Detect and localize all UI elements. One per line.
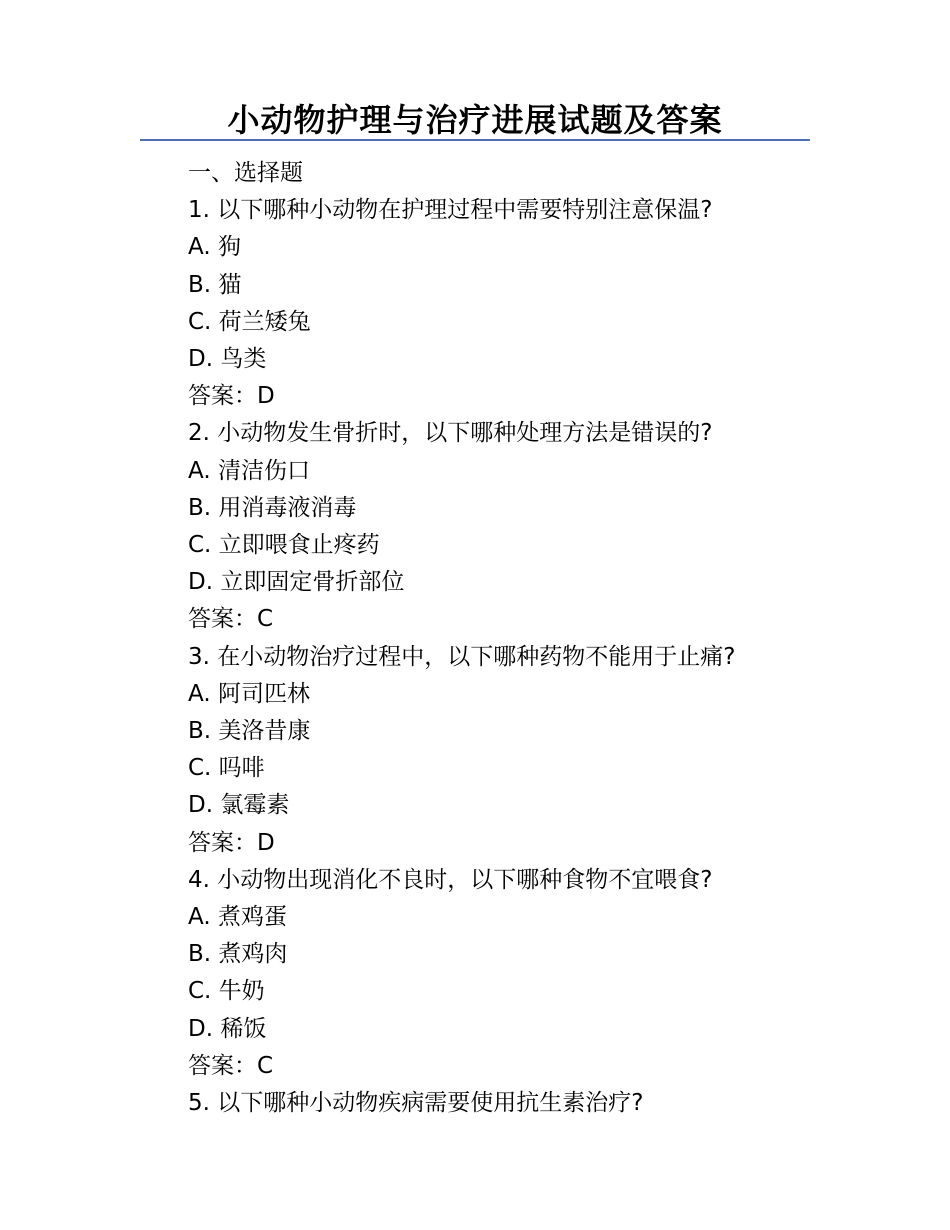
question-2: 2. 小动物发生骨折时，以下哪种处理方法是错误的? — [188, 420, 713, 447]
section-heading: 一、选择题 — [188, 160, 303, 186]
page-title: 小动物护理与治疗进展试题及答案 — [227, 101, 723, 139]
option-1b: B. 猫 — [188, 271, 242, 298]
question-1: 1. 以下哪种小动物在护理过程中需要特别注意保温? — [188, 197, 713, 224]
question-4: 4. 小动物出现消化不良时，以下哪种食物不宜喂食? — [188, 866, 713, 893]
option-4a: A. 煮鸡蛋 — [188, 904, 287, 931]
option-1d: D. 鸟类 — [188, 346, 267, 373]
option-4b: B. 煮鸡肉 — [188, 941, 288, 968]
option-2c: C. 立即喂食止疼药 — [188, 532, 380, 559]
answer-4: 答案：C — [188, 1052, 274, 1079]
option-1c: C. 荷兰矮兔 — [188, 308, 311, 335]
option-1a: A. 狗 — [188, 234, 241, 261]
option-3b: B. 美洛昔康 — [188, 718, 311, 745]
title-underline — [140, 139, 810, 141]
option-2d: D. 立即固定骨折部位 — [188, 569, 405, 596]
option-2a: A. 清洁伤口 — [188, 457, 310, 484]
option-2b: B. 用消毒液消毒 — [188, 494, 357, 521]
answer-2: 答案：C — [188, 606, 274, 633]
option-3a: A. 阿司匹林 — [188, 680, 310, 707]
option-3d: D. 氯霉素 — [188, 792, 290, 819]
answer-1: 答案：D — [188, 383, 275, 410]
option-3c: C. 吗啡 — [188, 755, 265, 782]
question-3: 3. 在小动物治疗过程中，以下哪种药物不能用于止痛? — [188, 643, 736, 670]
option-4c: C. 牛奶 — [188, 978, 265, 1005]
document-body — [188, 155, 828, 1122]
answer-3: 答案：D — [188, 829, 275, 856]
option-4d: D. 稀饭 — [188, 1015, 267, 1042]
question-5: 5. 以下哪种小动物疾病需要使用抗生素治疗? — [188, 1090, 644, 1117]
